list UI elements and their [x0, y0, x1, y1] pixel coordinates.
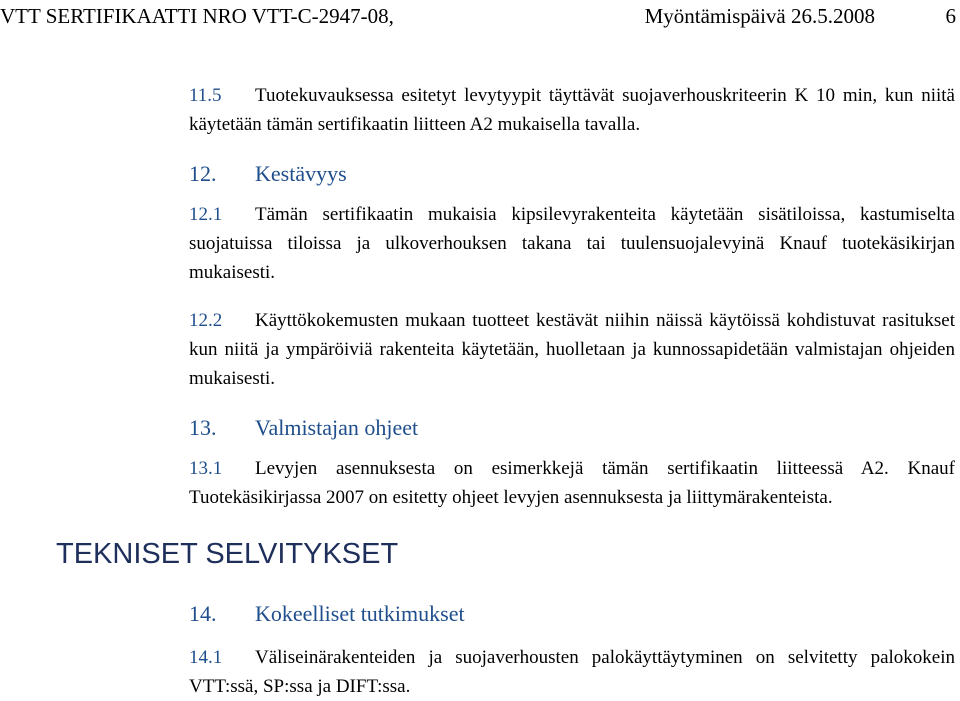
main-heading: TEKNISET SELVITYKSET: [56, 538, 399, 570]
issue-date: Myöntämispäivä 26.5.2008: [644, 4, 875, 28]
section-number: 13.: [189, 415, 217, 440]
paragraph-number: 12.2: [189, 310, 223, 331]
paragraph-text: Käyttökokemusten mukaan tuotteet kestävät niihin näissä käytöissä kohdistuvat rasitukset kun niitä ja ympäröiviä rakenteita käytetään, huolletaan ja kunnossapidetään valmistajan ohjeiden mukaisesti.: [189, 310, 955, 389]
paragraph-14-1: [189, 643, 955, 701]
section-number: 12.: [189, 161, 217, 186]
paragraph-11-5: [189, 81, 955, 139]
page-number: 6: [945, 4, 956, 28]
paragraph-text: Väliseinärakenteiden ja suojaverhousten palokäyttäytyminen on selvitetty palokokein VTT:ssä, SP:ssa ja DIFT:ssa.: [189, 647, 955, 697]
paragraph-12-2: [189, 306, 955, 393]
paragraph-number: 12.1: [189, 204, 223, 225]
paragraph-text: Tuotekuvauksessa esitetyt levytyypit täyttävät suojaverhouskriteerin K 10 min, kun niitä käytetään tämän sertifikaatin liitteen A2 mukaisella tavalla.: [189, 85, 955, 135]
certificate-number: VTT SERTIFIKAATTI NRO VTT-C-2947-08,: [0, 4, 394, 28]
paragraph-12-1: [189, 200, 955, 287]
section-title: Valmistajan ohjeet: [255, 415, 419, 440]
paragraph-text: Tämän sertifikaatin mukaisia kipsilevyrakenteita käytetään sisätiloissa, kastumiselta suojatuissa tiloissa ja ulkoverhouksen takana tai tuulensuojalevyinä Knauf tuotekäsikirjan mukaisesti.: [189, 204, 955, 283]
paragraph-text: Levyjen asennuksesta on esimerkkejä tämän sertifikaatin liitteessä A2. Knauf Tuotekäsikirjassa 2007 on esitetty ohjeet levyjen asennuksesta ja liittymärakenteista.: [189, 458, 955, 508]
paragraph-number: 14.1: [189, 647, 223, 668]
section-heading-14: [189, 600, 465, 628]
paragraph-13-1: [189, 454, 955, 512]
section-number: 14.: [189, 601, 217, 626]
section-title: Kestävyys: [255, 161, 347, 186]
section-title: Kokeelliset tutkimukset: [255, 601, 465, 626]
section-heading-12: [189, 160, 347, 188]
section-heading-13: [189, 414, 418, 442]
paragraph-number: 11.5: [189, 85, 222, 106]
paragraph-number: 13.1: [189, 458, 223, 479]
